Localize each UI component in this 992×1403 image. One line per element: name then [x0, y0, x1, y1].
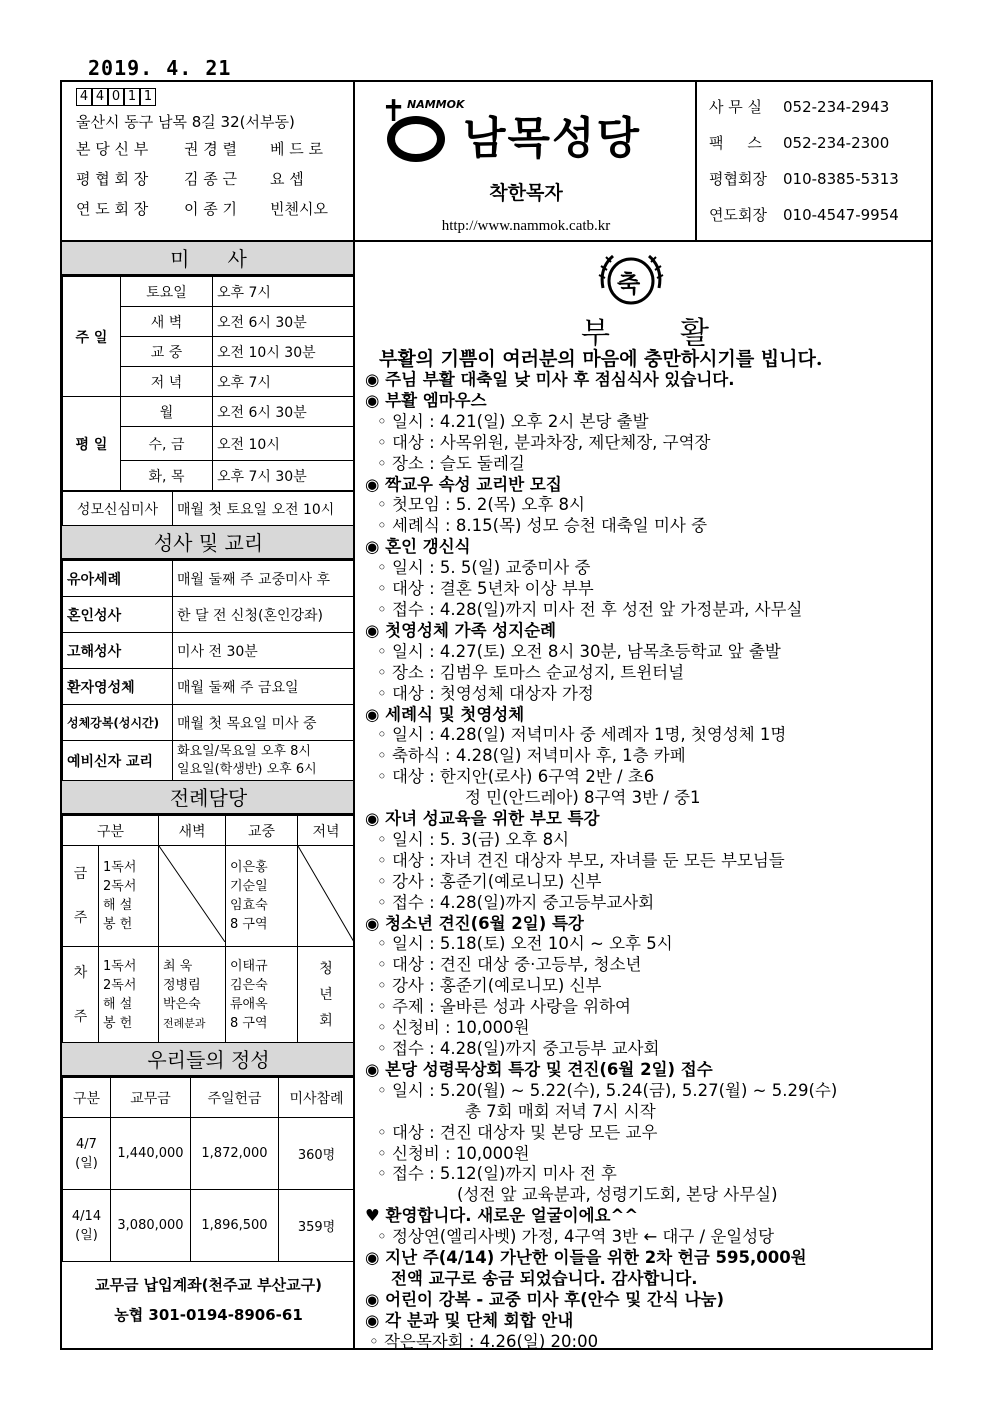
offering-date	[63, 1118, 111, 1190]
notice-item: ◦ 일시 : 4.27(토) 오전 8시 30분, 남목초등학교 앞 출발	[377, 641, 781, 661]
person: 기순일	[230, 879, 268, 894]
notice-item: 정 민(안드레아) 8구역 3반 / 중1	[465, 788, 701, 808]
notice-heading: 전액 교구로 송금 되었습니다. 감사합니다.	[391, 1268, 698, 1288]
staff-name: 김 종 근	[184, 170, 238, 188]
date-line: (일)	[75, 1155, 98, 1171]
church-logo	[373, 90, 683, 164]
mass-table	[62, 276, 355, 491]
person: 류애옥	[230, 996, 268, 1012]
notice-heading: ♥ 환영합니다. 새로운 얼굴이에요^^	[365, 1206, 639, 1226]
notice-item: ◦ 대상 : 견진 대상 중·고등부, 청소년	[377, 955, 642, 975]
contact-phone: 010-4547-9954	[783, 206, 899, 224]
notice-heading: ◉ 짝교우 속성 교리반 모집	[365, 474, 562, 494]
notice-heading: ◉ 부활 엠마우스	[365, 390, 487, 410]
offering-attendance: 360명	[279, 1118, 355, 1190]
week-label-char: 주	[73, 1008, 88, 1025]
notice-item: ◦ 대상 : 사목위원, 분과차장, 제단체장, 구역장	[377, 432, 711, 452]
staff-name: 권 경 렬	[184, 140, 238, 158]
contact-phone: 010-8385-5313	[783, 170, 899, 188]
contact-label: 사 무 실	[709, 98, 763, 116]
notice-heading: ◉ 청소년 견진(6월 2일) 특강	[365, 913, 584, 933]
offering-table	[62, 1077, 355, 1262]
cross-icon: ✝	[381, 94, 407, 129]
empty-cell	[298, 846, 355, 947]
sacrament-name: 고해성사	[63, 633, 173, 669]
sacrament-value: 매월 둘째 주 교중미사 후	[173, 561, 355, 597]
person: 김은숙	[230, 977, 268, 993]
notice-heading: ◉ 주님 부활 대축일 낮 미사 후 점심식사 있습니다.	[365, 370, 735, 389]
address: 울산시 동구 남목 8길 32(서부동)	[76, 113, 295, 131]
mass-day: 저 녁	[121, 367, 213, 397]
notice-item: ◦ 장소 : 김범우 토마스 순교성지, 트윈터널	[377, 662, 685, 682]
notice-item: (성전 앞 교육분과, 성령기도회, 본당 사무실)	[457, 1185, 778, 1205]
staff-baptism: 베 드 로	[270, 140, 324, 158]
sacrament-value: 매월 둘째 주 금요일	[173, 669, 355, 705]
notice-title: 부활	[581, 316, 779, 351]
logo-small-text: NAMMOK	[407, 98, 465, 111]
role: 봉 헌	[103, 917, 133, 932]
emblem-text: 축	[617, 270, 641, 298]
notice-item: ◦ 일시 : 5. 5(일) 교중미사 중	[377, 558, 591, 578]
person: 전례분과	[163, 1016, 206, 1030]
notice-item: ◦ 일시 : 4.28(일) 저녁미사 중 세례자 1명, 첫영성체 1명	[377, 725, 787, 745]
offering-header: 미사참례	[279, 1078, 355, 1118]
notice-heading: ◉ 지난 주(4/14) 가난한 이들을 위한 2차 헌금 595,000원	[365, 1248, 807, 1268]
account-info	[62, 1262, 355, 1330]
zip-digit: 1	[140, 88, 156, 106]
sacrament-name: 환자영성체	[63, 669, 173, 705]
notice-item: ◦ 대상 : 견진 대상자 및 본당 모든 교우	[377, 1122, 658, 1142]
staff-baptism: 빈첸시오	[270, 200, 328, 218]
contacts	[697, 82, 935, 242]
group-char: 청	[319, 960, 333, 977]
liturgy-table	[62, 815, 355, 1043]
mass-time: 오후 7시	[213, 277, 355, 307]
person: 정병림	[163, 977, 201, 993]
empty-cell	[159, 846, 226, 947]
week-label-char: 차	[73, 964, 88, 981]
offering-header: 주일헌금	[191, 1078, 279, 1118]
notice-item: ◦ 대상 : 첫영성체 대상자 가정	[377, 683, 594, 703]
bulletin-frame	[60, 80, 933, 1350]
offering-attendance: 359명	[279, 1190, 355, 1262]
mass-day: 화, 목	[121, 461, 213, 491]
diagonal-line	[298, 846, 354, 942]
notice-item: ◦ 대상 : 자녀 견진 대상자 부모, 자녀를 둔 모든 부모님들	[377, 850, 785, 870]
staff-row	[76, 194, 355, 224]
staff-row	[76, 134, 355, 164]
mass-day: 월	[121, 397, 213, 427]
sacraments-title: 성사 및 교리	[62, 526, 355, 560]
liturgy-title: 전례담당	[62, 781, 355, 815]
left-column	[62, 242, 355, 1352]
catechism-line: 화요일/목요일 오후 8시	[177, 743, 311, 759]
staff-role: 평 협 회 장	[76, 170, 149, 188]
mass-time: 오전 10시 30분	[213, 337, 355, 367]
bulletin-date: 2019. 4. 21	[88, 56, 232, 80]
special-mass-time: 매월 첫 토요일 오전 10시	[173, 492, 355, 526]
liturgy-roles	[99, 846, 159, 947]
person: 이태규	[230, 958, 268, 974]
staff-role: 연 도 회 장	[76, 200, 149, 218]
notice-item: ◦ 접수 : 4.28(일)까지 중고등부 교사회	[377, 1039, 660, 1058]
contact-row	[709, 128, 935, 164]
date-line: 4/7	[76, 1136, 97, 1152]
contact-label: 팩 스	[709, 134, 762, 152]
date-line: (일)	[75, 1227, 98, 1243]
offering-header: 구분	[63, 1078, 111, 1118]
notice-item: ◦ 강사 : 홍준기(예로니모) 신부	[377, 976, 602, 996]
contact-phone: 052-234-2300	[783, 134, 890, 152]
zip-digit: 4	[76, 88, 92, 106]
mass-title: 미 사	[62, 242, 355, 276]
notice-item: ◦ 접수 : 4.28(일)까지 미사 전 후 성전 앞 가정분과, 사무실	[377, 599, 803, 619]
sacrament-value	[173, 741, 355, 781]
sacrament-value: 미사 전 30분	[173, 633, 355, 669]
offering-tithe: 3,080,000	[111, 1190, 191, 1262]
liturgy-gyojung	[226, 846, 298, 947]
church-name: 남목성당	[463, 113, 642, 164]
sacrament-value: 한 달 전 신청(혼인강좌)	[173, 597, 355, 633]
notice-item: ◦ 신청비 : 10,000원	[377, 1018, 530, 1038]
liturgy-gyojung	[226, 947, 298, 1043]
catechism-line: 일요일(학생반) 오후 6시	[177, 761, 317, 777]
sacrament-name: 성체강복(성시간)	[63, 705, 173, 741]
person: 8 구역	[230, 917, 268, 932]
sunday-label: 주 일	[63, 277, 121, 397]
liturgy-saebyeok	[159, 947, 226, 1043]
contact-label: 평협회장	[709, 170, 767, 188]
group-char: 년	[319, 986, 333, 1003]
notice-item: ◦ 일시 : 4.21(일) 오후 2시 본당 출발	[377, 411, 649, 431]
notice-item: ◦ 축하식 : 4.28(일) 저녁미사 후, 1층 카페	[377, 746, 686, 766]
contact-row	[709, 164, 935, 200]
notice-item: ◦ 장소 : 슬도 둘레길	[377, 453, 525, 473]
sacrament-name: 혼인성사	[63, 597, 173, 633]
mass-time: 오후 7시	[213, 367, 355, 397]
notice-heading: ◉ 본당 성령묵상회 특강 및 견진(6월 2일) 접수	[365, 1059, 713, 1079]
church-url[interactable]: http://www.nammok.catb.kr	[441, 218, 611, 234]
zip-digit: 4	[92, 88, 108, 106]
mass-time: 오전 10시	[213, 427, 355, 461]
notice-item: ◦ 접수 : 4.28(일)까지 중고등부교사회	[377, 892, 655, 912]
notice-item: ◦ 작은목자회 : 4.26(일) 20:00	[369, 1331, 599, 1351]
sacrament-name: 유아세례	[63, 561, 173, 597]
sacraments-table	[62, 560, 355, 781]
sacrament-name: 예비신자 교리	[63, 741, 173, 781]
role: 1독서	[103, 860, 137, 875]
mass-day: 수, 금	[121, 427, 213, 461]
liturgy-header: 교중	[226, 816, 298, 846]
sacrament-value: 매월 첫 목요일 미사 중	[173, 705, 355, 741]
notice-heading: ◉ 세례식 및 첫영성체	[365, 704, 525, 724]
notice-item: ◦ 일시 : 5.20(월) ~ 5.22(수), 5.24(금), 5.27(월) ~ 5.29(수)	[377, 1080, 838, 1100]
week-label-char: 금	[73, 866, 88, 882]
staff-row	[76, 164, 355, 194]
staff-name: 이 종 기	[184, 200, 238, 218]
zip-digit: 0	[108, 88, 124, 106]
week-label	[63, 947, 99, 1043]
notice-item: ◦ 일시 : 5.18(토) 오전 10시 ~ 오후 5시	[377, 934, 673, 954]
notice-item: ◦ 대상 : 한지안(로사) 6구역 2반 / 초6	[377, 767, 655, 787]
group-char: 회	[319, 1012, 333, 1029]
mass-day: 토요일	[121, 277, 213, 307]
week-label	[63, 846, 99, 947]
account-number: 농협 301-0194-8906-61	[114, 1306, 303, 1324]
notice-subtitle: 부활의 기쁨이 여러분의 마음에 충만하시기를 빕니다.	[379, 348, 823, 370]
offering-title: 우리들의 정성	[62, 1043, 355, 1077]
staff-role: 본 당 신 부	[76, 140, 149, 158]
notice-item: ◦ 첫모임 : 5. 2(목) 오후 8시	[377, 495, 585, 515]
header-info	[62, 82, 355, 242]
notice-item: ◦ 주제 : 올바른 성과 사랑을 위하여	[377, 997, 631, 1017]
liturgy-evening	[298, 947, 355, 1043]
motto: 착한목자	[489, 182, 563, 204]
role: 2독서	[103, 879, 137, 894]
mass-time: 오전 6시 30분	[213, 397, 355, 427]
mass-day: 교 중	[121, 337, 213, 367]
notice-column	[355, 242, 935, 1352]
special-mass-label: 성모신심미사	[63, 492, 173, 526]
offering-header: 교무금	[111, 1078, 191, 1118]
person: 박은숙	[163, 996, 201, 1012]
notice-item: ◦ 세례식 : 8.15(목) 성모 승천 대축일 미사 중	[377, 516, 708, 536]
offering-sunday: 1,872,000	[191, 1118, 279, 1190]
liturgy-header: 구분	[63, 816, 159, 846]
staff-baptism: 요 셉	[270, 170, 304, 188]
offering-sunday: 1,896,500	[191, 1190, 279, 1262]
person: 임효숙	[230, 898, 268, 913]
person: 8 구역	[230, 1015, 268, 1031]
liturgy-header: 새벽	[159, 816, 226, 846]
contact-phone: 052-234-2943	[783, 98, 890, 116]
weekday-label: 평 일	[63, 397, 121, 491]
notice-item: ◦ 강사 : 홍준기(예로니모) 신부	[377, 871, 602, 891]
account-title: 교무금 납입계좌(천주교 부산교구)	[94, 1276, 323, 1294]
notice-item: ◦ 신청비 : 10,000원	[377, 1143, 530, 1163]
notice-item: ◦ 일시 : 5. 3(금) 오후 8시	[377, 829, 570, 849]
role: 해 설	[103, 996, 133, 1012]
notice-item: 총 7회 매회 저녁 7시 시작	[465, 1101, 656, 1121]
role: 1독서	[103, 958, 137, 974]
role: 봉 헌	[103, 1015, 133, 1031]
special-mass-table	[62, 491, 355, 526]
notice-heading: ◉ 각 분과 및 단체 회합 안내	[365, 1310, 574, 1330]
zip-digit: 1	[124, 88, 140, 106]
contact-row	[709, 200, 935, 236]
church-logo-block	[355, 82, 697, 242]
offering-date	[63, 1190, 111, 1262]
zip-code	[76, 88, 355, 106]
diagonal-line	[159, 846, 225, 942]
contact-row	[709, 92, 935, 128]
mass-day: 새 벽	[121, 307, 213, 337]
notice-heading: ◉ 혼인 갱신식	[365, 537, 471, 557]
person: 최 욱	[163, 958, 193, 974]
notice-heading: ◉ 첫영성체 가족 성지순례	[365, 620, 557, 640]
role: 2독서	[103, 977, 137, 993]
week-label-char: 주	[73, 910, 88, 926]
liturgy-header: 저녁	[298, 816, 355, 846]
person: 이은홍	[230, 860, 268, 875]
mass-time: 오후 7시 30분	[213, 461, 355, 491]
liturgy-roles	[99, 947, 159, 1043]
date-line: 4/14	[71, 1208, 102, 1224]
notice-item: ◦ 접수 : 5.12(일)까지 미사 전 후	[377, 1164, 617, 1184]
ring-icon	[387, 116, 445, 162]
offering-tithe: 1,440,000	[111, 1118, 191, 1190]
mass-time: 오전 6시 30분	[213, 307, 355, 337]
notice-heading: ◉ 어린이 강복 - 교중 미사 후(안수 및 간식 나눔)	[365, 1289, 724, 1309]
notice-item: ◦ 정상연(엘리사벳) 가정, 4구역 3반 ← 대구 / 운일성당	[377, 1227, 775, 1247]
notice-body	[365, 370, 931, 1353]
contact-label: 연도회장	[709, 206, 767, 224]
role: 해 설	[103, 898, 133, 913]
notice-item: ◦ 대상 : 결혼 5년차 이상 부부	[377, 579, 594, 599]
notice-heading: ◉ 자녀 성교육을 위한 부모 특강	[365, 809, 600, 829]
